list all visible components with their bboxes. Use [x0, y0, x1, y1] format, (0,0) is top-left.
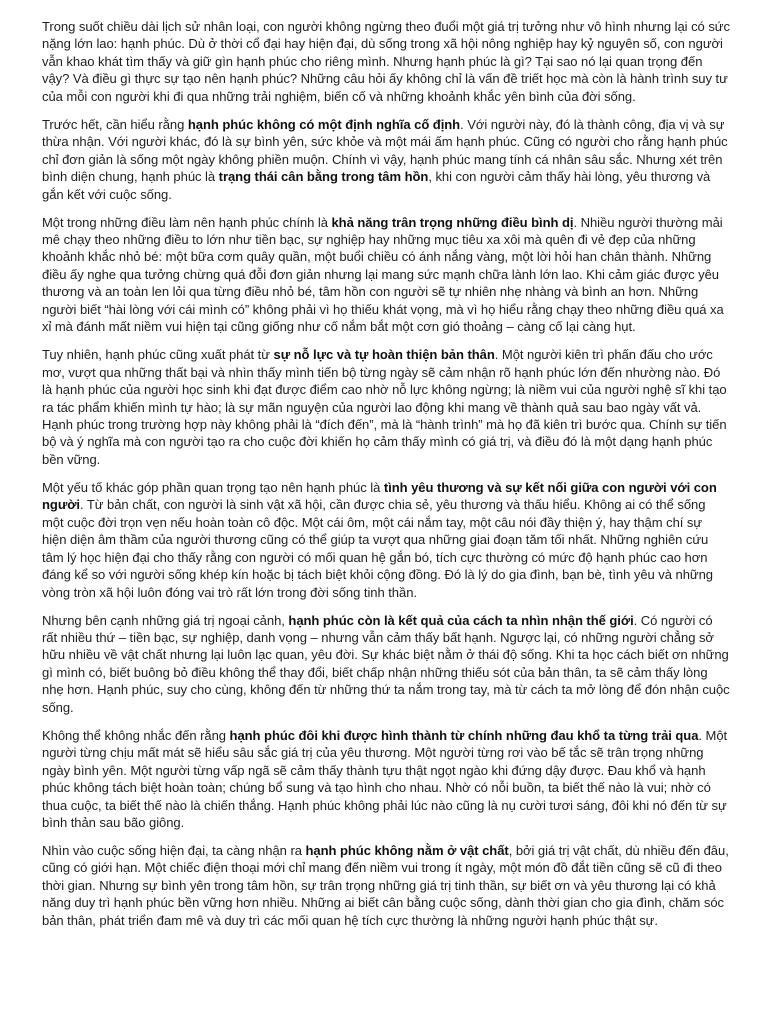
- paragraph-text: . Một người từng chịu mất mát sẽ hiểu sâu sắc giá trị của yêu thương. Một người từng rơi vào bế tắc sẽ trân trọng những ngày bình yên. Một người từng vấp ngã sẽ cảm thấy thành tựu thật ngọt ngào khi đứng dậy được. Đau khổ và hạnh phúc không tách biệt hoàn toàn; chúng bổ sung và tạo hình cho nhau. Nhờ có nỗi buồn, ta biết thế nào là vui; nhờ có thua cuộc, ta biết thế nào là chiến thắng. Hạnh phúc không phải lúc nào cũng là nụ cười tươi sáng, đôi khi nó đến từ sự bình thản sau bão giông.: [42, 727, 728, 831]
- paragraph-text: Nhưng bên cạnh những giá trị ngoại cảnh,: [42, 612, 289, 628]
- emphasis-text: hạnh phúc không nằm ở vật chất: [305, 842, 509, 858]
- paragraph-6: [42, 612, 730, 717]
- paragraph-8: [42, 842, 730, 929]
- paragraph-text: Một yếu tố khác góp phần quan trọng tạo nên hạnh phúc là: [42, 479, 384, 495]
- paragraph-7: [42, 727, 730, 832]
- paragraph-text: . Từ bản chất, con người là sinh vật xã hội, cần được chia sẻ, yêu thương và thấu hiểu. Không ai có thể sống một cuộc đời trọn vẹn nếu hoàn toàn cô độc. Một cái ôm, một cái nắm tay, một câu nói đầy thiện ý, hay thậm chí sự hiện diện âm thầm của người thương cũng có thể giúp ta vượt qua những giai đoạn tăm tối nhất. Những nghiên cứu tâm lý học hiện đại cho thấy rằng con người có mối quan hệ gắn bó, tích cực thường có mức độ hạnh phúc cao hơn đáng kể so với người sống khép kín hoặc bị tách biệt khỏi cộng đồng. Đó là lý do gia đình, bạn bè, tình yêu và những vòng tròn xã hội luôn đóng vai trò rất lớn trong đời sống tinh thần.: [42, 497, 713, 600]
- emphasis-text: sự nỗ lực và tự hoàn thiện bản thân: [273, 347, 495, 363]
- paragraph-text: Một trong những điều làm nên hạnh phúc chính là: [42, 214, 332, 230]
- paragraph-5: [42, 479, 730, 601]
- emphasis-text: trạng thái cân bằng trong tâm hồn: [218, 169, 429, 185]
- paragraph-text: Trong suốt chiều dài lịch sử nhân loại, con người không ngừng theo đuổi một giá trị tưởng như vô hình nhưng lại có sức nặng lớn lao: hạnh phúc. Dù ở thời cổ đại hay hiện đại, dù sống trong xã hội nông nghiệp hay kỷ nguyên số, con người vẫn khao khát tìm thấy và giữ gìn hạnh phúc cho riêng mình. Nhưng hạnh phúc là gì? Tại sao nó lại quan trọng đến vậy? Và điều gì thực sự tạo nên hạnh phúc? Những câu hỏi ấy không chỉ là vấn đề triết học mà còn là hành trình suy tư của mỗi con người khi đi qua những trải nghiệm, biến cố và những khoảnh khắc yên bình của đời sống.: [42, 19, 730, 104]
- emphasis-text: tình yêu thương và sự kết nối giữa con người với con người: [42, 479, 717, 513]
- paragraph-4: [42, 346, 730, 468]
- paragraph-text: . Với người này, đó là thành công, địa vị và sự thừa nhận. Với người khác, đó là sự bình yên, sức khỏe và một mái ấm hạnh phúc. Cũng có người cho rằng hạnh phúc chỉ đơn giản là sống một ngày không phiền muộn. Chính vì vậy, hạnh phúc mang tính cá nhân sâu sắc. Nhưng xét trên bình diện chung, hạnh phúc là: [42, 116, 728, 185]
- paragraph-text: Nhìn vào cuộc sống hiện đại, ta càng nhận ra: [42, 842, 306, 858]
- emphasis-text: hạnh phúc không có một định nghĩa cố định: [187, 116, 461, 132]
- paragraph-3: [42, 214, 730, 336]
- emphasis-text: hạnh phúc còn là kết quả của cách ta nhìn nhận thế giới: [288, 612, 634, 628]
- emphasis-text: khả năng trân trọng những điều bình dị: [331, 214, 574, 230]
- paragraph-text: Tuy nhiên, hạnh phúc cũng xuất phát từ: [42, 347, 274, 363]
- paragraph-1: [42, 18, 730, 105]
- paragraph-text: . Có người có rất nhiều thứ – tiền bạc, sự nghiệp, danh vọng – nhưng vẫn cảm thấy bất hạnh. Ngược lại, có những người chẳng sở hữu nhiều về vật chất nhưng lại luôn lạc quan, yêu đời. Sự khác biệt nằm ở thái độ sống. Khi ta học cách biết ơn những gì mình có, biết buông bỏ điều không thể thay đổi, biết chấp nhận những thiếu sót của bản thân, ta sẽ cảm thấy lòng nhẹ hơn. Hạnh phúc, suy cho cùng, không đến từ những thứ ta nắm trong tay, mà từ cách ta mở lòng để đón nhận cuộc sống.: [42, 612, 730, 715]
- paragraph-text: , khi con người cảm thấy hài lòng, yêu thương và gắn kết với cuộc sống.: [42, 169, 711, 202]
- paragraph-text: Không thể không nhắc đến rằng: [42, 727, 230, 743]
- paragraph-text: Trước hết, cần hiểu rằng: [42, 116, 188, 132]
- paragraph-text: . Một người kiên trì phấn đấu cho ước mơ, vượt qua những thất bại và nhìn thấy mình tiến bộ từng ngày sẽ cảm nhận rõ hạnh phúc lớn đến nhường nào. Đó là hạnh phúc của người học sinh khi đạt được điểm cao nhờ nỗ lực không ngừng; là niềm vui của người nghệ sĩ khi tạo ra tác phẩm khiến mình tự hào; là sự mãn nguyện của người lao động khi mang về thành quả sau bao ngày vất vả. Hạnh phúc trong trường hợp này không phải là “đích đến”, mà là “hành trình” mà họ đã kiên trì bước qua. Chính sự tiến bộ và ý nghĩa mà con người tạo ra cho cuộc đời khiến họ cảm thấy mình có giá trị, và điều đó là một dạng hạnh phúc bền vững.: [42, 347, 727, 467]
- emphasis-text: hạnh phúc đôi khi được hình thành từ chính những đau khổ ta từng trải qua: [229, 727, 699, 743]
- paragraph-2: [42, 116, 730, 203]
- paragraph-text: , bởi giá trị vật chất, dù nhiều đến đâu, cũng có giới hạn. Một chiếc điện thoại mới chỉ mang đến niềm vui trong ít ngày, một món đồ đắt tiền cũng sẽ cũ đi theo thời gian. Nhưng sự bình yên trong tâm hồn, sự trân trọng những giá trị tinh thần, sự biết ơn và yêu thương lại có khả năng duy trì hạnh phúc bền vững hơn nhiều. Những ai biết cân bằng cuộc sống, dành thời gian cho gia đình, chăm sóc bản thân, phát triển đam mê và duy trì các mối quan hệ tích cực thường là những người hạnh phúc thật sự.: [42, 842, 729, 928]
- paragraph-text: . Nhiều người thường mải mê chạy theo những điều to lớn như tiền bạc, sự nghiệp hay những mục tiêu xa xôi mà quên đi vẻ đẹp của những khoảnh khắc nhỏ bé: một bữa cơm quây quần, một buổi chiều có ánh nắng vàng, một lời hỏi han chân thành. Những điều ấy nghe qua tưởng chừng quá đỗi đơn giản nhưng lại mang sức mạnh chữa lành lớn lao. Khi cảm giác được yêu thương và an toàn len lỏi qua từng điều nhỏ bé, tâm hồn con người sẽ tự nhiên nhẹ nhàng và bình an hơn. Những người biết “hài lòng với cái mình có” không phải vì họ thiếu khát vọng, mà vì họ hiểu rằng chạy theo những điều quá xa xỉ mà đánh mất niềm vui hiện tại cũng giống như cố nắm bắt một cơn gió thoảng – càng cố lại càng hụt.: [42, 214, 724, 335]
